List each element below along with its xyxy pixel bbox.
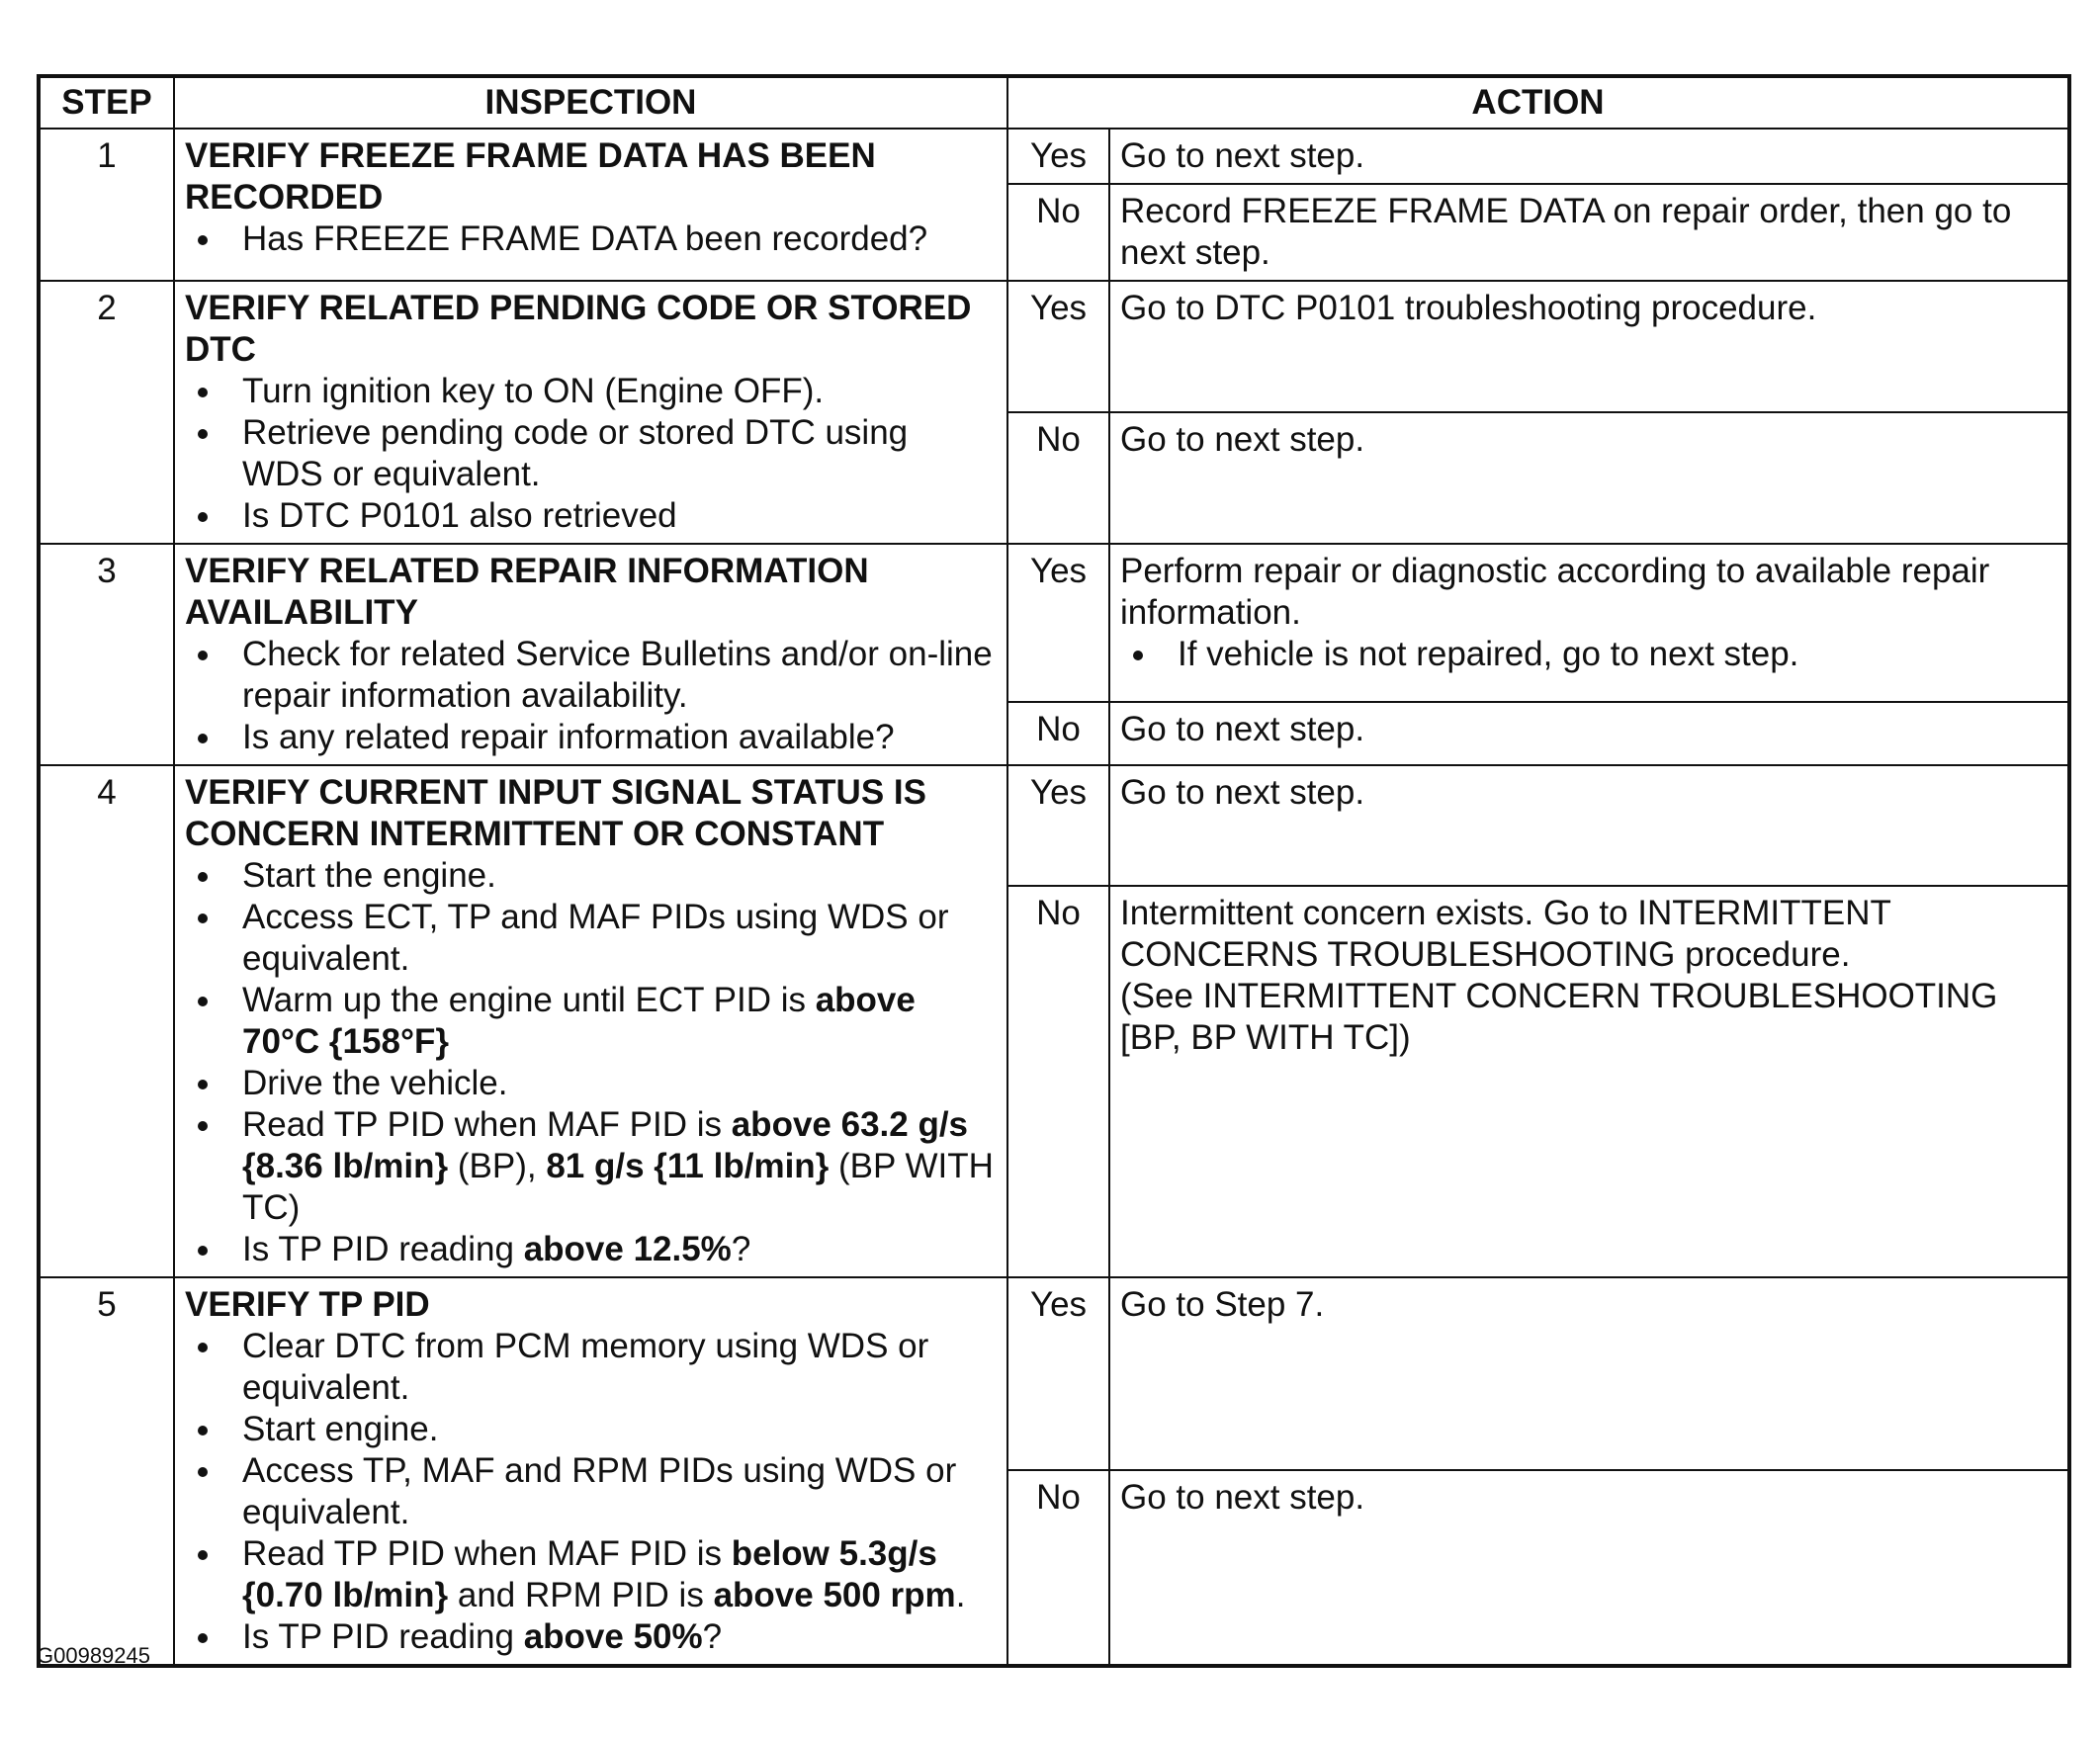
bullet-text: Start engine. [242, 1410, 439, 1448]
no-action [1109, 184, 2069, 281]
inspection-bullet [224, 980, 997, 1063]
yes-label: Yes [1007, 544, 1109, 702]
no-action-text: Record FREEZE FRAME DATA on repair order, then go to next step. [1120, 192, 2012, 272]
yes-action [1109, 1277, 2069, 1470]
bullet-emphasis: below 5.3g/s {0.70 lb/min} [242, 1534, 937, 1614]
yes-label: Yes [1007, 1277, 1109, 1470]
inspection-bullets [185, 634, 997, 758]
bullet-text: Clear DTC from PCM memory using WDS or equivalent. [242, 1327, 929, 1407]
yes-action-text: Go to next step. [1120, 773, 1365, 812]
diagnostic-table-container [37, 74, 2067, 1668]
bullet-emphasis: above 500 rpm [713, 1576, 956, 1614]
step-row [39, 765, 2069, 886]
step-row [39, 544, 2069, 702]
bullet-text: Warm up the engine until ECT PID is [242, 981, 816, 1019]
no-action-text: Go to next step. [1120, 420, 1365, 459]
step-row [39, 281, 2069, 412]
bullet-emphasis: above 70°C {158°F} [242, 981, 916, 1061]
inspection-title: VERIFY RELATED PENDING CODE OR STORED DTC [185, 289, 972, 369]
yes-label: Yes [1007, 281, 1109, 412]
no-label: No [1007, 886, 1109, 1277]
step-number: 5 [39, 1277, 174, 1666]
no-label: No [1007, 702, 1109, 765]
inspection-cell [174, 129, 1007, 281]
inspection-bullet [224, 1104, 997, 1229]
bullet-text: (BP), [448, 1147, 547, 1185]
yes-action-subitem: • If vehicle is not repaired, go to next step. [1160, 634, 2057, 675]
bullet-text: Drive the vehicle. [242, 1064, 508, 1102]
yes-action-text: Perform repair or diagnostic according to available repair information. [1120, 552, 1990, 632]
bullet-text: Is TP PID reading [242, 1230, 524, 1268]
inspection-bullet [224, 495, 997, 537]
bullet-text: Retrieve pending code or stored DTC using WDS or equivalent. [242, 413, 909, 493]
inspection-cell [174, 281, 1007, 544]
step-row [39, 129, 2069, 184]
bullet-text: . [955, 1576, 966, 1614]
diagnostic-table [37, 74, 2071, 1668]
inspection-bullet [224, 1326, 997, 1409]
header-inspection: INSPECTION [174, 76, 1007, 129]
no-label: No [1007, 184, 1109, 281]
yes-action-text: Go to Step 7. [1120, 1285, 1325, 1324]
document-id: G00989245 [37, 1643, 150, 1668]
inspection-bullet [224, 1533, 997, 1616]
inspection-bullet [224, 412, 997, 495]
step-number: 2 [39, 281, 174, 544]
yes-action-text: Go to DTC P0101 troubleshooting procedure. [1120, 289, 1817, 327]
step-row [39, 1277, 2069, 1470]
step-number: 4 [39, 765, 174, 1277]
inspection-cell [174, 765, 1007, 1277]
inspection-title: VERIFY TP PID [185, 1285, 430, 1324]
inspection-bullets [185, 371, 997, 537]
inspection-bullet [224, 1229, 997, 1270]
yes-action [1109, 544, 2069, 702]
no-action-text: Go to next step. [1120, 1477, 1365, 1517]
header-step: STEP [39, 76, 174, 129]
inspection-bullet [224, 1450, 997, 1533]
bullet-text: Turn ignition key to ON (Engine OFF). [242, 372, 825, 410]
yes-action [1109, 129, 2069, 184]
header-action: ACTION [1007, 76, 2069, 129]
bullet-text: Read TP PID when MAF PID is [242, 1105, 732, 1144]
bullet-text: ? [702, 1617, 723, 1656]
no-action [1109, 886, 2069, 1277]
inspection-title: VERIFY RELATED REPAIR INFORMATION AVAILABILITY [185, 552, 869, 632]
no-action [1109, 1470, 2069, 1666]
inspection-bullet [224, 371, 997, 412]
bullet-text: Has FREEZE FRAME DATA been recorded? [242, 219, 928, 258]
bullet-text: (BP WITH TC) [242, 1147, 994, 1227]
inspection-bullet [224, 1063, 997, 1104]
yes-label: Yes [1007, 765, 1109, 886]
bullet-text: Is DTC P0101 also retrieved [242, 496, 677, 535]
no-action [1109, 702, 2069, 765]
bullet-emphasis: above 12.5% [523, 1230, 732, 1268]
bullet-text: Check for related Service Bulletins and/or on-line repair information availability. [242, 635, 993, 715]
header-row [39, 76, 2069, 129]
inspection-bullet [224, 897, 997, 980]
inspection-bullets [185, 855, 997, 1270]
yes-label: Yes [1007, 129, 1109, 184]
inspection-cell [174, 1277, 1007, 1666]
step-number: 3 [39, 544, 174, 765]
step-number: 1 [39, 129, 174, 281]
bullet-text: Access ECT, TP and MAF PIDs using WDS or equivalent. [242, 898, 949, 978]
yes-action-text: Go to next step. [1120, 136, 1365, 175]
inspection-bullet [224, 218, 997, 260]
inspection-bullets [185, 218, 997, 260]
no-label: No [1007, 1470, 1109, 1666]
no-label: No [1007, 412, 1109, 544]
bullet-text: ? [731, 1230, 751, 1268]
inspection-bullet [224, 855, 997, 897]
bullet-text: and RPM PID is [448, 1576, 714, 1614]
bullet-text: Read TP PID when MAF PID is [242, 1534, 732, 1573]
inspection-bullet [224, 717, 997, 758]
bullet-text: Is TP PID reading [242, 1617, 524, 1656]
yes-action [1109, 765, 2069, 886]
inspection-bullet [224, 634, 997, 717]
yes-action [1109, 281, 2069, 412]
inspection-bullet [224, 1409, 997, 1450]
bullet-text: Access TP, MAF and RPM PIDs using WDS or equivalent. [242, 1451, 957, 1531]
no-action-text-2: (See INTERMITTENT CONCERN TROUBLESHOOTING [BP, BP WITH TC]) [1120, 976, 1998, 1057]
bullet-emphasis: above 63.2 g/s {8.36 lb/min} [242, 1105, 969, 1185]
no-action-text: Go to next step. [1120, 710, 1365, 748]
bullet-emphasis: 81 g/s {11 lb/min} [546, 1147, 830, 1185]
inspection-bullet [224, 1616, 997, 1658]
inspection-title: VERIFY CURRENT INPUT SIGNAL STATUS IS CONCERN INTERMITTENT OR CONSTANT [185, 773, 926, 853]
no-action [1109, 412, 2069, 544]
bullet-text: Is any related repair information available? [242, 718, 895, 756]
inspection-cell [174, 544, 1007, 765]
inspection-title: VERIFY FREEZE FRAME DATA HAS BEEN RECORDED [185, 136, 876, 217]
table-body [39, 129, 2069, 1666]
yes-action-sublist [1120, 634, 2057, 675]
inspection-bullets [185, 1326, 997, 1658]
no-action-text: Intermittent concern exists. Go to INTERMITTENT CONCERNS TROUBLESHOOTING procedure. [1120, 893, 1891, 974]
bullet-emphasis: above 50% [523, 1617, 703, 1656]
bullet-text: Start the engine. [242, 856, 496, 895]
